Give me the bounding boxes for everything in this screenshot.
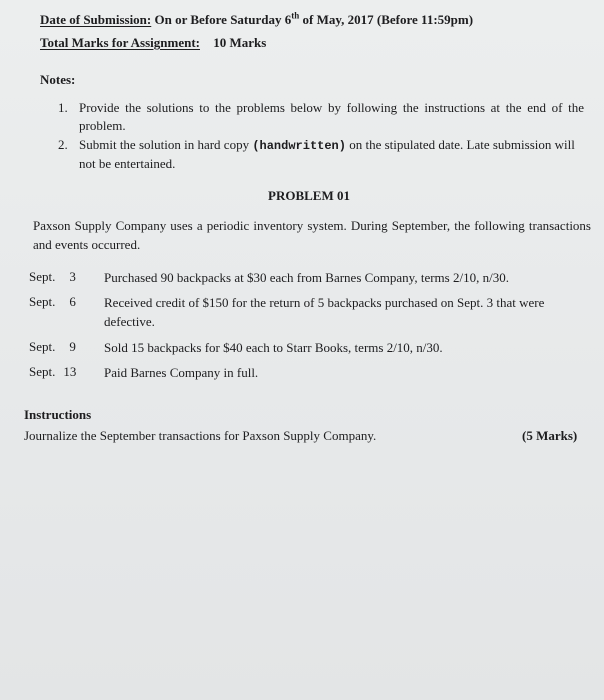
submission-date: On or Before Saturday 6th of May, 2017 (Before 11:59pm) xyxy=(154,10,474,27)
transaction-date: Sept. 6 xyxy=(29,294,76,309)
transaction-text: Paid Barnes Company in full. xyxy=(104,365,259,380)
notes-title: Notes: xyxy=(40,72,76,87)
problem-intro: Paxson Supply Company uses a periodic inventory system. During September, the following transactions and events occurred. xyxy=(33,218,591,252)
transaction-text: Received credit of $150 for the return of 5 backpacks purchased on Sept. 3 that were defective. xyxy=(104,295,545,329)
transaction-date: Sept. 3 xyxy=(29,269,76,284)
instructions-title: Instructions xyxy=(24,407,92,422)
handwritten-emphasis: (handwritten) xyxy=(252,139,346,153)
problem-title: PROBLEM 01 xyxy=(268,188,350,203)
instructions-marks: (5 Marks) xyxy=(522,428,578,443)
transaction-date: Sept. 13 xyxy=(29,364,77,379)
submission-label: Date of Submission: xyxy=(40,12,152,27)
transaction-date: Sept. 9 xyxy=(29,339,76,354)
transaction-text: Sold 15 backpacks for $40 each to Starr Books, terms 2/10, n/30. xyxy=(104,340,443,355)
note-item: Submit the solution in hard copy (handwritten) on the stipulated date. Late submission will not be entertained. xyxy=(79,137,575,171)
instructions-text: Journalize the September transactions for Paxson Supply Company. xyxy=(24,428,377,443)
note-number: 1. xyxy=(58,100,68,115)
transaction-text: Purchased 90 backpacks at $30 each from Barnes Company, terms 2/10, n/30. xyxy=(104,270,509,285)
total-marks-label: Total Marks for Assignment: xyxy=(40,35,200,50)
note-item: Provide the solutions to the problems below by following the instructions at the end of the problem. xyxy=(79,100,584,133)
submission-line xyxy=(40,12,473,28)
total-marks-value: 10 Marks xyxy=(213,35,267,50)
total-marks-line xyxy=(40,35,266,51)
note-number: 2. xyxy=(58,137,68,152)
